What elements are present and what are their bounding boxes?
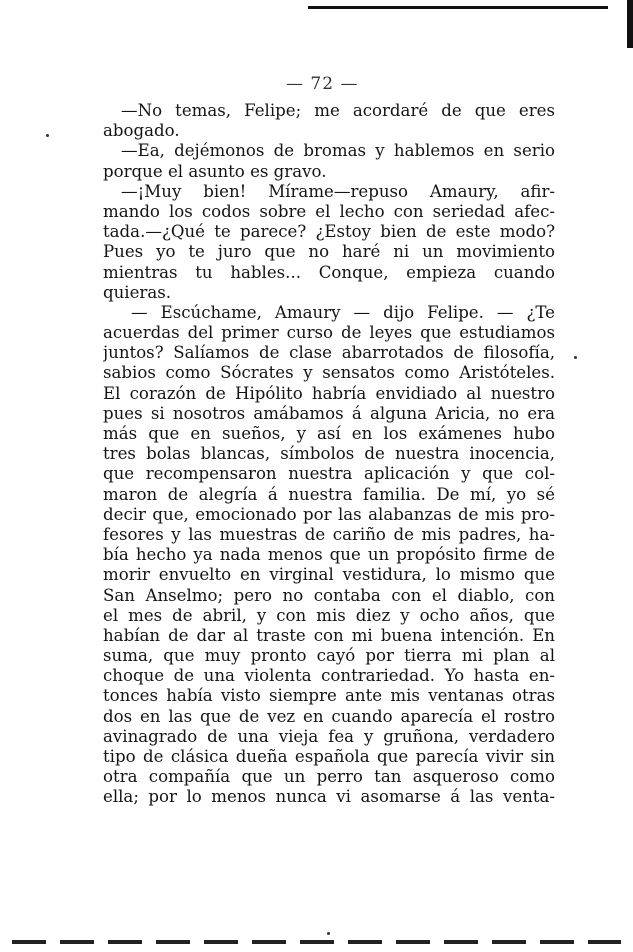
text-line: maron de alegría á nuestra familia. De mí, yo sé <box>103 484 555 504</box>
text-line: suma, que muy pronto cayó por tierra mi plan al <box>103 646 555 666</box>
text-line: porque el asunto es gravo. <box>103 161 327 181</box>
bottom-dashed-rule <box>12 940 621 944</box>
text-line: mando los codos sobre el lecho con seriedad afec- <box>103 201 555 221</box>
text-line: pues si nosotros amábamos á alguna Aricia, no era <box>103 403 555 423</box>
text-line: dos en las que de vez en cuando aparecía el rostro <box>103 706 555 726</box>
text-line: —¡Muy bien! Mírame—repuso Amaury, afir- <box>121 181 555 201</box>
text-line: el mes de abril, y con mis diez y ocho años, que <box>103 605 555 625</box>
text-line: juntos? Salíamos de clase abarrotados de filosofía, <box>103 343 555 363</box>
text-line: El corazón de Hipólito habría envidiado al nuestro <box>103 383 555 403</box>
text-line: fesores y las muestras de cariño de mis padres, ha- <box>103 524 555 544</box>
text-line: quieras. <box>103 282 172 302</box>
text-line: otra compañía que un perro tan asqueroso como <box>103 767 555 787</box>
print-speck <box>327 932 330 935</box>
text-line: tres bolas blancas, símbolos de nuestra inocencia, <box>103 444 555 464</box>
text-line: habían de dar al traste con mi buena intención. En <box>103 625 555 645</box>
print-speck <box>46 134 49 137</box>
text-line: abogado. <box>103 121 180 141</box>
text-line: —No temas, Felipe; me acordaré de que eres <box>121 101 555 120</box>
print-speck <box>574 356 577 359</box>
text-line: avinagrado de una vieja fea y gruñona, verdadero <box>103 726 555 746</box>
text-line: mientras tu hables... Conque, empieza cuando <box>103 262 555 282</box>
top-border-rule <box>308 6 608 9</box>
text-line: tada.—¿Qué te parece? ¿Estoy bien de este modo? <box>103 222 555 242</box>
text-line: — Escúchame, Amaury — dijo Felipe. — ¿Te <box>131 302 555 322</box>
text-line: San Anselmo; pero no contaba con el diablo, con <box>103 585 555 605</box>
text-line: que recompensaron nuestra aplicación y que col- <box>103 464 555 484</box>
text-line: —Ea, dejémonos de bromas y hablemos en serio <box>121 141 555 161</box>
text-line: choque de una violenta contrariedad. Yo hasta en- <box>103 666 555 686</box>
page-corner-mark <box>627 0 633 48</box>
text-line: más que en sueños, y así en los exámenes hubo <box>103 424 555 443</box>
text-line: Pues yo te juro que no haré ni un movimiento <box>103 242 555 262</box>
page-number: — 72 — <box>286 74 359 94</box>
text-line: ella; por lo menos nunca vi asomarse á las venta- <box>103 787 555 807</box>
body-text <box>103 101 555 808</box>
text-line: bía hecho ya nada menos que un propósito firme de <box>103 545 555 565</box>
text-line: decir que, emocionado por las alabanzas de mis pro- <box>103 504 555 524</box>
text-line: acuerdas del primer curso de leyes que estudiamos <box>103 323 555 343</box>
text-line: sabios como Sócrates y sensatos como Aristóteles. <box>103 363 555 383</box>
text-line: morir envuelto en virginal vestidura, lo mismo que <box>103 565 555 585</box>
text-line: tonces había visto siempre ante mis ventanas otras <box>103 686 555 706</box>
text-line: tipo de clásica dueña española que parecía vivir sin <box>103 747 555 766</box>
